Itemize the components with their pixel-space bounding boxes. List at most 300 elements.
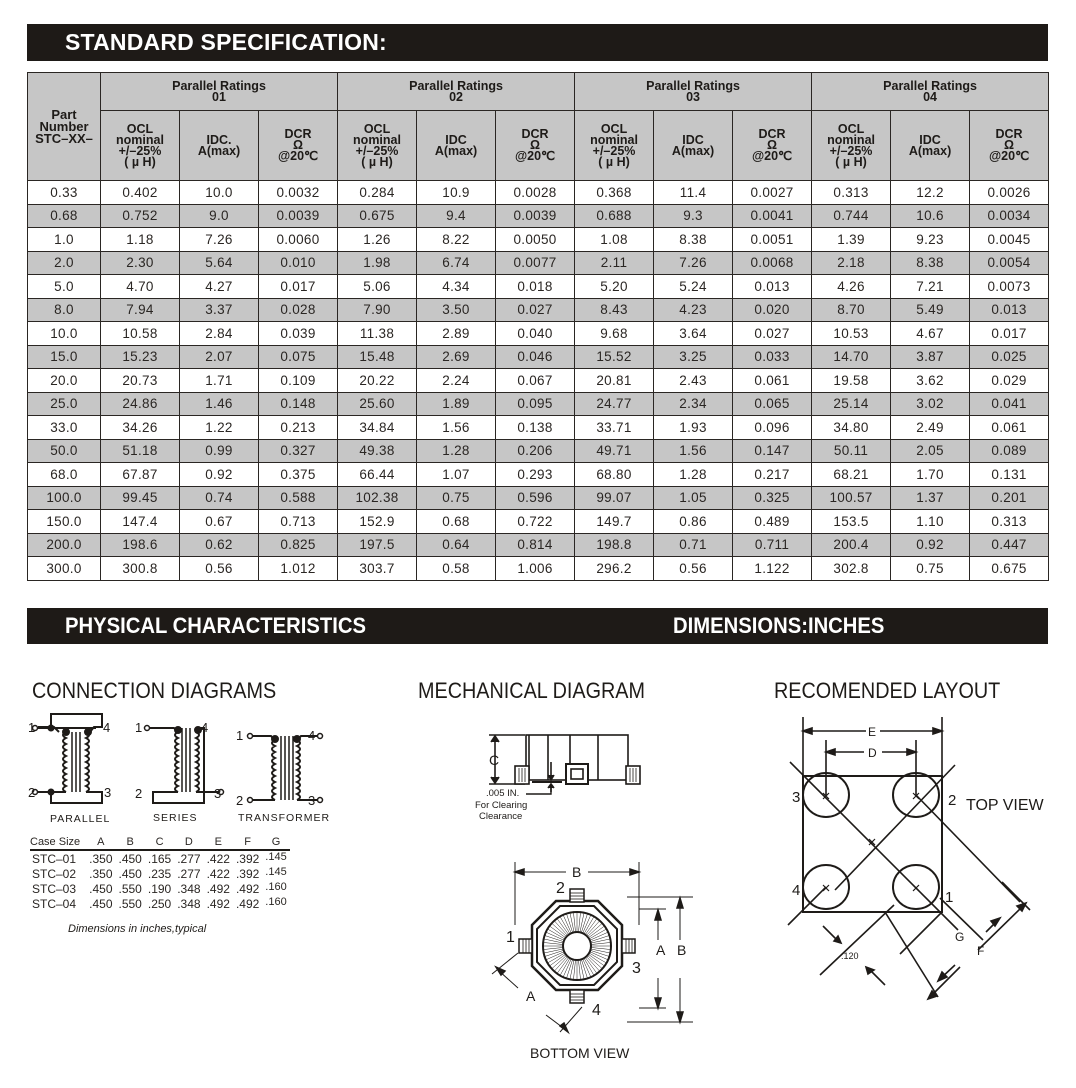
transformer-label: TRANSFORMER [238, 812, 331, 824]
value-cell: 11.38 [338, 322, 417, 346]
value-cell: 9.0 [180, 204, 259, 228]
case-cell: .277 [177, 851, 201, 866]
transformer-pin-1: 1 [236, 728, 244, 743]
value-cell: 8.38 [891, 251, 970, 275]
value-cell: 153.5 [812, 510, 891, 534]
value-cell: 1.71 [180, 369, 259, 393]
part-number-cell: 0.33 [28, 181, 101, 205]
value-cell: 2.24 [417, 369, 496, 393]
case-cell: .350 [89, 866, 113, 881]
winding-spoke [587, 955, 602, 968]
value-cell: 7.21 [891, 275, 970, 299]
value-cell: 8.22 [417, 228, 496, 252]
value-cell: 0.109 [259, 369, 338, 393]
value-cell: 2.49 [891, 416, 970, 440]
header-line: +/–25% [592, 143, 636, 158]
parallel-pin-3: 3 [104, 785, 112, 800]
case-cell: .450 [89, 896, 113, 911]
value-cell: 2.30 [101, 251, 180, 275]
winding-spoke [588, 926, 604, 938]
winding-spoke [570, 913, 574, 933]
case-row [30, 866, 290, 881]
value-cell: 0.201 [970, 486, 1049, 510]
physical-characteristics-banner [27, 608, 1048, 644]
case-cell: .350 [89, 851, 113, 866]
value-cell: 0.313 [970, 510, 1049, 534]
winding-spoke [549, 926, 565, 938]
winding-spoke [544, 949, 564, 953]
value-cell: 0.284 [338, 181, 417, 205]
part-number-cell: 68.0 [28, 463, 101, 487]
value-cell: 7.26 [180, 228, 259, 252]
table-row [28, 298, 1049, 322]
value-cell: 15.48 [338, 345, 417, 369]
case-cell: .165 [147, 851, 172, 866]
layout-dim-g: G [955, 930, 965, 944]
winding-spoke [586, 921, 599, 936]
bottom-dim-a-diag: A [526, 988, 536, 1004]
case-cell: .348 [177, 881, 201, 896]
value-cell: 0.0041 [733, 204, 812, 228]
value-cell: 0.010 [259, 251, 338, 275]
value-cell: 0.0027 [733, 181, 812, 205]
part-number-cell: 20.0 [28, 369, 101, 393]
value-cell: 0.675 [970, 557, 1049, 581]
value-cell: 0.596 [496, 486, 575, 510]
table-row [28, 463, 1049, 487]
group-title: Parallel Ratings [409, 78, 503, 93]
connection-diagrams-title: CONNECTION DIAGRAMS [32, 678, 277, 703]
winding-spoke [591, 942, 611, 944]
part-number-cell: 100.0 [28, 486, 101, 510]
value-cell: 0.327 [259, 439, 338, 463]
value-cell: 0.029 [970, 369, 1049, 393]
value-cell: 50.11 [812, 439, 891, 463]
transformer-pin-3: 3 [308, 793, 316, 808]
value-cell: 3.02 [891, 392, 970, 416]
value-cell: 300.8 [101, 557, 180, 581]
value-cell: 2.11 [575, 251, 654, 275]
part-number-header [28, 73, 101, 181]
value-cell: 0.027 [496, 298, 575, 322]
case-header-cell: B [116, 836, 145, 850]
value-cell: 0.075 [259, 345, 338, 369]
header-line: DCR [758, 127, 786, 141]
part-number-cell: 300.0 [28, 557, 101, 581]
table-row [28, 369, 1049, 393]
case-cell: .145 [265, 851, 287, 863]
parallel-label: PARALLEL [50, 813, 111, 825]
value-cell: 0.62 [180, 533, 259, 557]
value-cell: 51.18 [101, 439, 180, 463]
value-cell: 20.73 [101, 369, 180, 393]
value-cell: 0.061 [733, 369, 812, 393]
standard-specification-table [27, 72, 1049, 581]
value-cell: 0.67 [180, 510, 259, 534]
value-cell: 1.56 [417, 416, 496, 440]
value-cell: 149.7 [575, 510, 654, 534]
value-cell: 0.64 [417, 533, 496, 557]
value-cell: 0.061 [970, 416, 1049, 440]
value-cell: 0.0026 [970, 181, 1049, 205]
value-cell: 6.74 [417, 251, 496, 275]
recommended-layout-graphic [790, 715, 1040, 1005]
header-line: nominal [827, 132, 875, 147]
winding-spoke [543, 942, 563, 944]
winding-spoke [554, 921, 567, 936]
value-cell: 1.28 [654, 463, 733, 487]
value-cell: 2.05 [891, 439, 970, 463]
winding-spoke [544, 939, 564, 943]
case-cell: .450 [118, 851, 142, 866]
case-cell: .145 [265, 866, 287, 878]
part-number-cell: 25.0 [28, 392, 101, 416]
value-cell: 0.017 [970, 322, 1049, 346]
value-cell: 49.71 [575, 439, 654, 463]
table-row [28, 510, 1049, 534]
header-line: +/–25% [829, 143, 873, 158]
part-number-cell: 1.0 [28, 228, 101, 252]
value-cell: 0.039 [259, 322, 338, 346]
value-cell: 1.93 [654, 416, 733, 440]
case-cell: .190 [147, 881, 172, 896]
value-cell: 2.69 [417, 345, 496, 369]
value-cell: 0.0039 [259, 204, 338, 228]
value-cell: 303.7 [338, 557, 417, 581]
value-cell: 33.71 [575, 416, 654, 440]
case-row [30, 850, 290, 866]
value-cell: 1.56 [654, 439, 733, 463]
header-line: OCL [363, 121, 391, 136]
winding-spoke [591, 939, 611, 943]
value-cell: 34.84 [338, 416, 417, 440]
case-cell: .492 [206, 881, 230, 896]
value-cell: 15.52 [575, 345, 654, 369]
value-cell: 0.131 [970, 463, 1049, 487]
part-number-cell: 50.0 [28, 439, 101, 463]
group-header-01 [101, 73, 338, 111]
table-row [28, 557, 1049, 581]
value-cell: 0.58 [417, 557, 496, 581]
value-cell: 1.122 [733, 557, 812, 581]
value-cell: 5.06 [338, 275, 417, 299]
value-cell: 0.375 [259, 463, 338, 487]
value-cell: 152.9 [338, 510, 417, 534]
series-diagram [145, 726, 224, 804]
value-cell: 0.713 [259, 510, 338, 534]
value-cell: 200.4 [812, 533, 891, 557]
case-cell: .348 [177, 896, 201, 911]
transformer-pin-4: 4 [308, 728, 316, 743]
transformer-pin-2: 2 [236, 793, 244, 808]
value-cell: 0.017 [259, 275, 338, 299]
layout-pin-2: 2 [948, 792, 957, 809]
parallel-pin-2: 2 [28, 785, 36, 800]
case-cell: .392 [235, 866, 260, 881]
winding-spoke [573, 960, 575, 980]
value-cell: 3.50 [417, 298, 496, 322]
value-cell: 4.67 [891, 322, 970, 346]
table-row [28, 228, 1049, 252]
value-cell: 2.18 [812, 251, 891, 275]
value-cell: 11.4 [654, 181, 733, 205]
value-cell: 49.38 [338, 439, 417, 463]
winding-spoke [552, 955, 567, 968]
value-cell: 1.89 [417, 392, 496, 416]
value-cell: 4.27 [180, 275, 259, 299]
header-line: +/–25% [118, 143, 162, 158]
table-row [28, 251, 1049, 275]
value-cell: 0.0045 [970, 228, 1049, 252]
series-pin-4: 4 [201, 720, 209, 735]
group-header-03 [575, 73, 812, 111]
value-cell: 0.0032 [259, 181, 338, 205]
value-cell: 1.18 [101, 228, 180, 252]
table-row [28, 345, 1049, 369]
value-cell: 0.75 [417, 486, 496, 510]
winding-spoke [585, 957, 597, 973]
layout-dim-e: E [868, 725, 877, 739]
value-cell: 0.86 [654, 510, 733, 534]
header-line: IDC [682, 132, 704, 147]
value-cell: 3.25 [654, 345, 733, 369]
value-cell: 198.8 [575, 533, 654, 557]
value-cell: 0.402 [101, 181, 180, 205]
value-cell: 2.84 [180, 322, 259, 346]
value-cell: 8.70 [812, 298, 891, 322]
value-cell: 1.05 [654, 486, 733, 510]
value-cell: 0.71 [654, 533, 733, 557]
header-line: Ω [530, 138, 541, 152]
value-cell: 25.14 [812, 392, 891, 416]
value-cell: 0.013 [733, 275, 812, 299]
winding-spoke [588, 954, 604, 966]
value-cell: 0.028 [259, 298, 338, 322]
case-cell: .450 [118, 866, 142, 881]
table-row [28, 181, 1049, 205]
value-cell: 0.206 [496, 439, 575, 463]
header-line: ( µ H) [835, 154, 867, 169]
group-title: Parallel Ratings [883, 78, 977, 93]
dcr-header [259, 111, 338, 181]
part-number-cell: 0.68 [28, 204, 101, 228]
value-cell: 0.065 [733, 392, 812, 416]
value-cell: 1.37 [891, 486, 970, 510]
parallel-pin-1: 1 [28, 720, 36, 735]
value-cell: 10.58 [101, 322, 180, 346]
value-cell: 15.23 [101, 345, 180, 369]
table-row [28, 486, 1049, 510]
layout-dim-f: F [977, 944, 985, 958]
series-pin-3: 3 [214, 786, 222, 801]
value-cell: 9.4 [417, 204, 496, 228]
value-cell: 1.08 [575, 228, 654, 252]
header-line: Ω [292, 138, 304, 152]
case-cell: .492 [235, 896, 260, 911]
physical-characteristics-title: PHYSICAL CHARACTERISTICS [65, 613, 367, 638]
header-line: Ω [767, 138, 778, 152]
value-cell: 147.4 [101, 510, 180, 534]
value-cell: 0.067 [496, 369, 575, 393]
value-cell: 1.39 [812, 228, 891, 252]
value-cell: 0.0073 [970, 275, 1049, 299]
winding-spoke [549, 954, 565, 966]
value-cell: 0.0051 [733, 228, 812, 252]
value-cell: 19.58 [812, 369, 891, 393]
value-cell: 68.80 [575, 463, 654, 487]
value-cell: 24.86 [101, 392, 180, 416]
connection-diagrams-graphic [26, 710, 356, 810]
value-cell: 1.012 [259, 557, 338, 581]
value-cell: 0.688 [575, 204, 654, 228]
value-cell: 0.020 [733, 298, 812, 322]
value-cell: 100.57 [812, 486, 891, 510]
value-cell: 5.49 [891, 298, 970, 322]
value-cell: 0.138 [496, 416, 575, 440]
winding-spoke [580, 960, 584, 980]
value-cell: 1.006 [496, 557, 575, 581]
dim-c-label-note-1: .005 IN. [486, 788, 520, 799]
case-header-cell: A [86, 836, 115, 850]
header-line: nominal [353, 132, 401, 147]
value-cell: 10.0 [180, 181, 259, 205]
value-cell: 0.0028 [496, 181, 575, 205]
value-cell: 0.0077 [496, 251, 575, 275]
value-cell: 0.027 [733, 322, 812, 346]
part-number-cell: 150.0 [28, 510, 101, 534]
header-line: Ω [1004, 138, 1015, 152]
case-header-cell: E [204, 836, 233, 850]
winding-spoke [578, 912, 580, 932]
winding-spoke [580, 913, 584, 933]
value-cell: 9.3 [654, 204, 733, 228]
value-cell: 1.46 [180, 392, 259, 416]
value-cell: 102.38 [338, 486, 417, 510]
case-cell: .550 [118, 881, 142, 896]
value-cell: 8.43 [575, 298, 654, 322]
value-cell: 7.94 [101, 298, 180, 322]
layout-pin-4: 4 [792, 882, 801, 899]
case-cell: STC–03 [32, 881, 77, 896]
bottom-pin-3: 3 [632, 960, 641, 977]
value-cell: 14.70 [812, 345, 891, 369]
winding-spoke [573, 912, 575, 932]
bottom-dim-b-right: B [677, 942, 687, 958]
case-cell: .392 [235, 851, 260, 866]
header-line: ( µ H) [124, 154, 156, 169]
layout-dim-d: D [868, 746, 877, 760]
value-cell: 3.87 [891, 345, 970, 369]
value-cell: 0.040 [496, 322, 575, 346]
value-cell: 0.148 [259, 392, 338, 416]
value-cell: 2.07 [180, 345, 259, 369]
value-cell: 10.9 [417, 181, 496, 205]
top-view-label: TOP VIEW [966, 797, 1044, 814]
value-cell: 34.80 [812, 416, 891, 440]
series-label: SERIES [153, 812, 198, 824]
winding-spoke [570, 960, 574, 980]
value-cell: 0.99 [180, 439, 259, 463]
dim-c-label-note-2: For Clearing [475, 800, 528, 811]
series-pin-2: 2 [135, 786, 143, 801]
value-cell: 67.87 [101, 463, 180, 487]
winding-spoke [552, 923, 567, 936]
winding-spoke [557, 918, 569, 934]
group-title: Parallel Ratings [646, 78, 740, 93]
value-cell: 0.75 [891, 557, 970, 581]
layout-pin-3: 3 [792, 789, 801, 806]
table-row [28, 533, 1049, 557]
part-number-cell: 5.0 [28, 275, 101, 299]
value-cell: 0.68 [417, 510, 496, 534]
value-cell: 1.98 [338, 251, 417, 275]
header-line: A(max) [908, 143, 952, 158]
header-line: DCR [995, 127, 1023, 141]
case-cell: .422 [206, 866, 230, 881]
case-cell: .160 [265, 881, 287, 893]
value-cell: 0.213 [259, 416, 338, 440]
header-line: Part [51, 106, 77, 122]
value-cell: 0.722 [496, 510, 575, 534]
value-cell: 0.744 [812, 204, 891, 228]
value-cell: 0.752 [101, 204, 180, 228]
value-cell: 0.046 [496, 345, 575, 369]
value-cell: 0.0054 [970, 251, 1049, 275]
case-size-table [30, 836, 290, 911]
part-number-cell: 15.0 [28, 345, 101, 369]
bottom-pin-4: 4 [592, 1002, 601, 1019]
winding-spoke [557, 957, 569, 973]
recommended-layout-title: RECOMENDED LAYOUT [774, 678, 1001, 703]
mechanical-side-view [485, 730, 645, 790]
case-row [30, 881, 290, 896]
value-cell: 10.53 [812, 322, 891, 346]
value-cell: 0.0068 [733, 251, 812, 275]
value-cell: 0.56 [180, 557, 259, 581]
table-row [28, 275, 1049, 299]
header-line: OCL [837, 121, 865, 136]
case-header-cell: D [174, 836, 203, 850]
header-line: @20℃ [514, 149, 556, 163]
header-line: @20℃ [751, 149, 793, 163]
table-row [28, 439, 1049, 463]
winding-spoke [587, 923, 602, 936]
value-cell: 0.325 [733, 486, 812, 510]
value-cell: 0.095 [496, 392, 575, 416]
case-cell: .422 [206, 851, 230, 866]
value-cell: 0.0050 [496, 228, 575, 252]
value-cell: 7.26 [654, 251, 733, 275]
header-line: A(max) [671, 143, 715, 158]
value-cell: 0.096 [733, 416, 812, 440]
dcr-header [970, 111, 1049, 181]
case-cell: STC–04 [32, 896, 77, 911]
value-cell: 0.033 [733, 345, 812, 369]
value-cell: 4.70 [101, 275, 180, 299]
value-cell: 99.07 [575, 486, 654, 510]
case-row [30, 896, 290, 911]
header-line: +/–25% [355, 143, 399, 158]
winding-spoke [585, 918, 597, 934]
case-cell: .550 [118, 896, 142, 911]
part-number-cell: 10.0 [28, 322, 101, 346]
mechanical-diagram-title: MECHANICAL DIAGRAM [418, 678, 645, 703]
value-cell: 12.2 [891, 181, 970, 205]
group-header-04 [812, 73, 1049, 111]
table-row [28, 322, 1049, 346]
case-cell: STC–01 [32, 851, 77, 866]
case-header-cell: Case Size [30, 836, 86, 850]
